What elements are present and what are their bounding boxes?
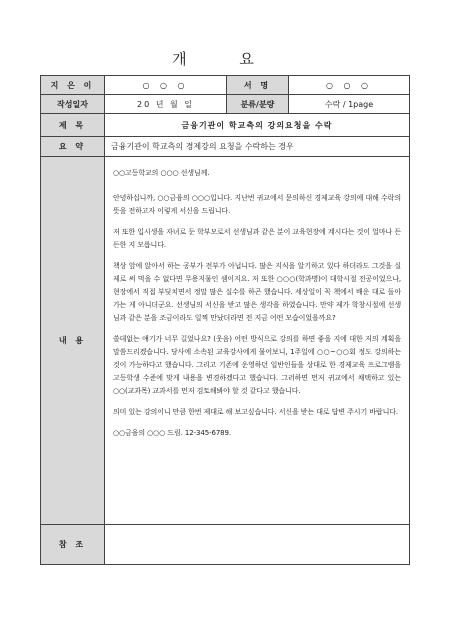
date-value: 20 년 월 일	[105, 95, 227, 114]
category-label: 분류/분량	[227, 95, 289, 114]
subject-value: 금융기관이 학교측의 강의요청을 수락	[105, 114, 410, 137]
signoff-line: ○○금융의 ○○○ 드림. 12-345-6789.	[113, 429, 232, 437]
author-value: ○ ○ ○	[105, 76, 227, 95]
signature-value: ○ ○ ○	[289, 76, 410, 95]
author-label: 지 은 이	[41, 76, 105, 95]
reference-value	[105, 525, 410, 565]
summary-label: 요 약	[41, 137, 105, 157]
summary-value: 금융기관이 학교측의 경제강의 요청을 수락하는 경우	[105, 137, 410, 157]
content-label: 내 용	[41, 157, 105, 525]
content-paragraph-2: 저 또한 입시생을 자녀로 둔 학부모로서 선생님과 같은 분이 교육현장에 계시다는 것이 얼마나 든든한 지 모릅니다.	[113, 228, 401, 249]
category-value: 수락 / 1page	[289, 95, 410, 114]
summary-form	[40, 75, 410, 565]
content-body	[105, 157, 410, 525]
content-paragraph-1: 안녕하십니까, ○○금융의 ○○○입니다. 지난번 귀교에서 문의하신 경제교육 강의에 대해 수락의 뜻을 전하고자 이렇게 서신을 드립니다.	[113, 194, 401, 215]
document-title: 개 요	[172, 50, 278, 68]
subject-label: 제 목	[41, 114, 105, 137]
signature-label: 서 명	[227, 76, 289, 95]
date-label: 작성일자	[41, 95, 105, 114]
reference-label: 참 조	[41, 525, 105, 565]
greeting-paragraph: ○○고등학교의 ○○○ 선생님께.	[113, 169, 210, 177]
content-paragraph-5: 의미 있는 강의이니 만큼 한번 제대로 해 보고싶습니다. 서신을 받는 대로 답변 주시기 바랍니다.	[113, 408, 399, 416]
content-paragraph-4: 쓸데없는 얘기가 너무 길었나요? (웃음) 어떤 방식으로 강의를 하면 좋을 지에 대한 저의 계획을 말씀드리겠습니다. 당사에 소속된 교육강사에게 물어보니, 1주일에 ○○~○○회 정도 강의하는 것이 가능하다고 했습니다. 그리고 기존에 운영하던 일반인들을 상대로 한 경제교육 프로그램을 고등학생 수준에 맞게 내용을 변경하겠다고 했습니다. 그러하면 먼저 귀교에서 채택하고 있는 ○○(교과목) 교과서를 먼저 검토해봐야 할 것 같다고 했습니다.	[113, 335, 401, 395]
content-paragraph-3: 책상 앞에 앉아서 하는 공부가 전부가 아닙니다. 많은 지식을 알기하고 있다 하더라도 그것을 실제로 써 먹을 수 없다면 무용지물인 셈이지요. 저 또한 ○○○(학과명)이 대학시절 전공이었으나, 현장에서 직접 부딪치면서 정말 많은 실수를 하곤 했습니다. 세상일이 꼭 책에서 배운 대로 돌아가는 게 아니더군요. 선생님의 서신을 받고 많은 생각을 하였습니다. 만약 제가 학창시절에 선생님과 같은 분을 조금이라도 일찍 만났더라면 전 지금 어떤 모습이었을까요?	[113, 262, 401, 322]
